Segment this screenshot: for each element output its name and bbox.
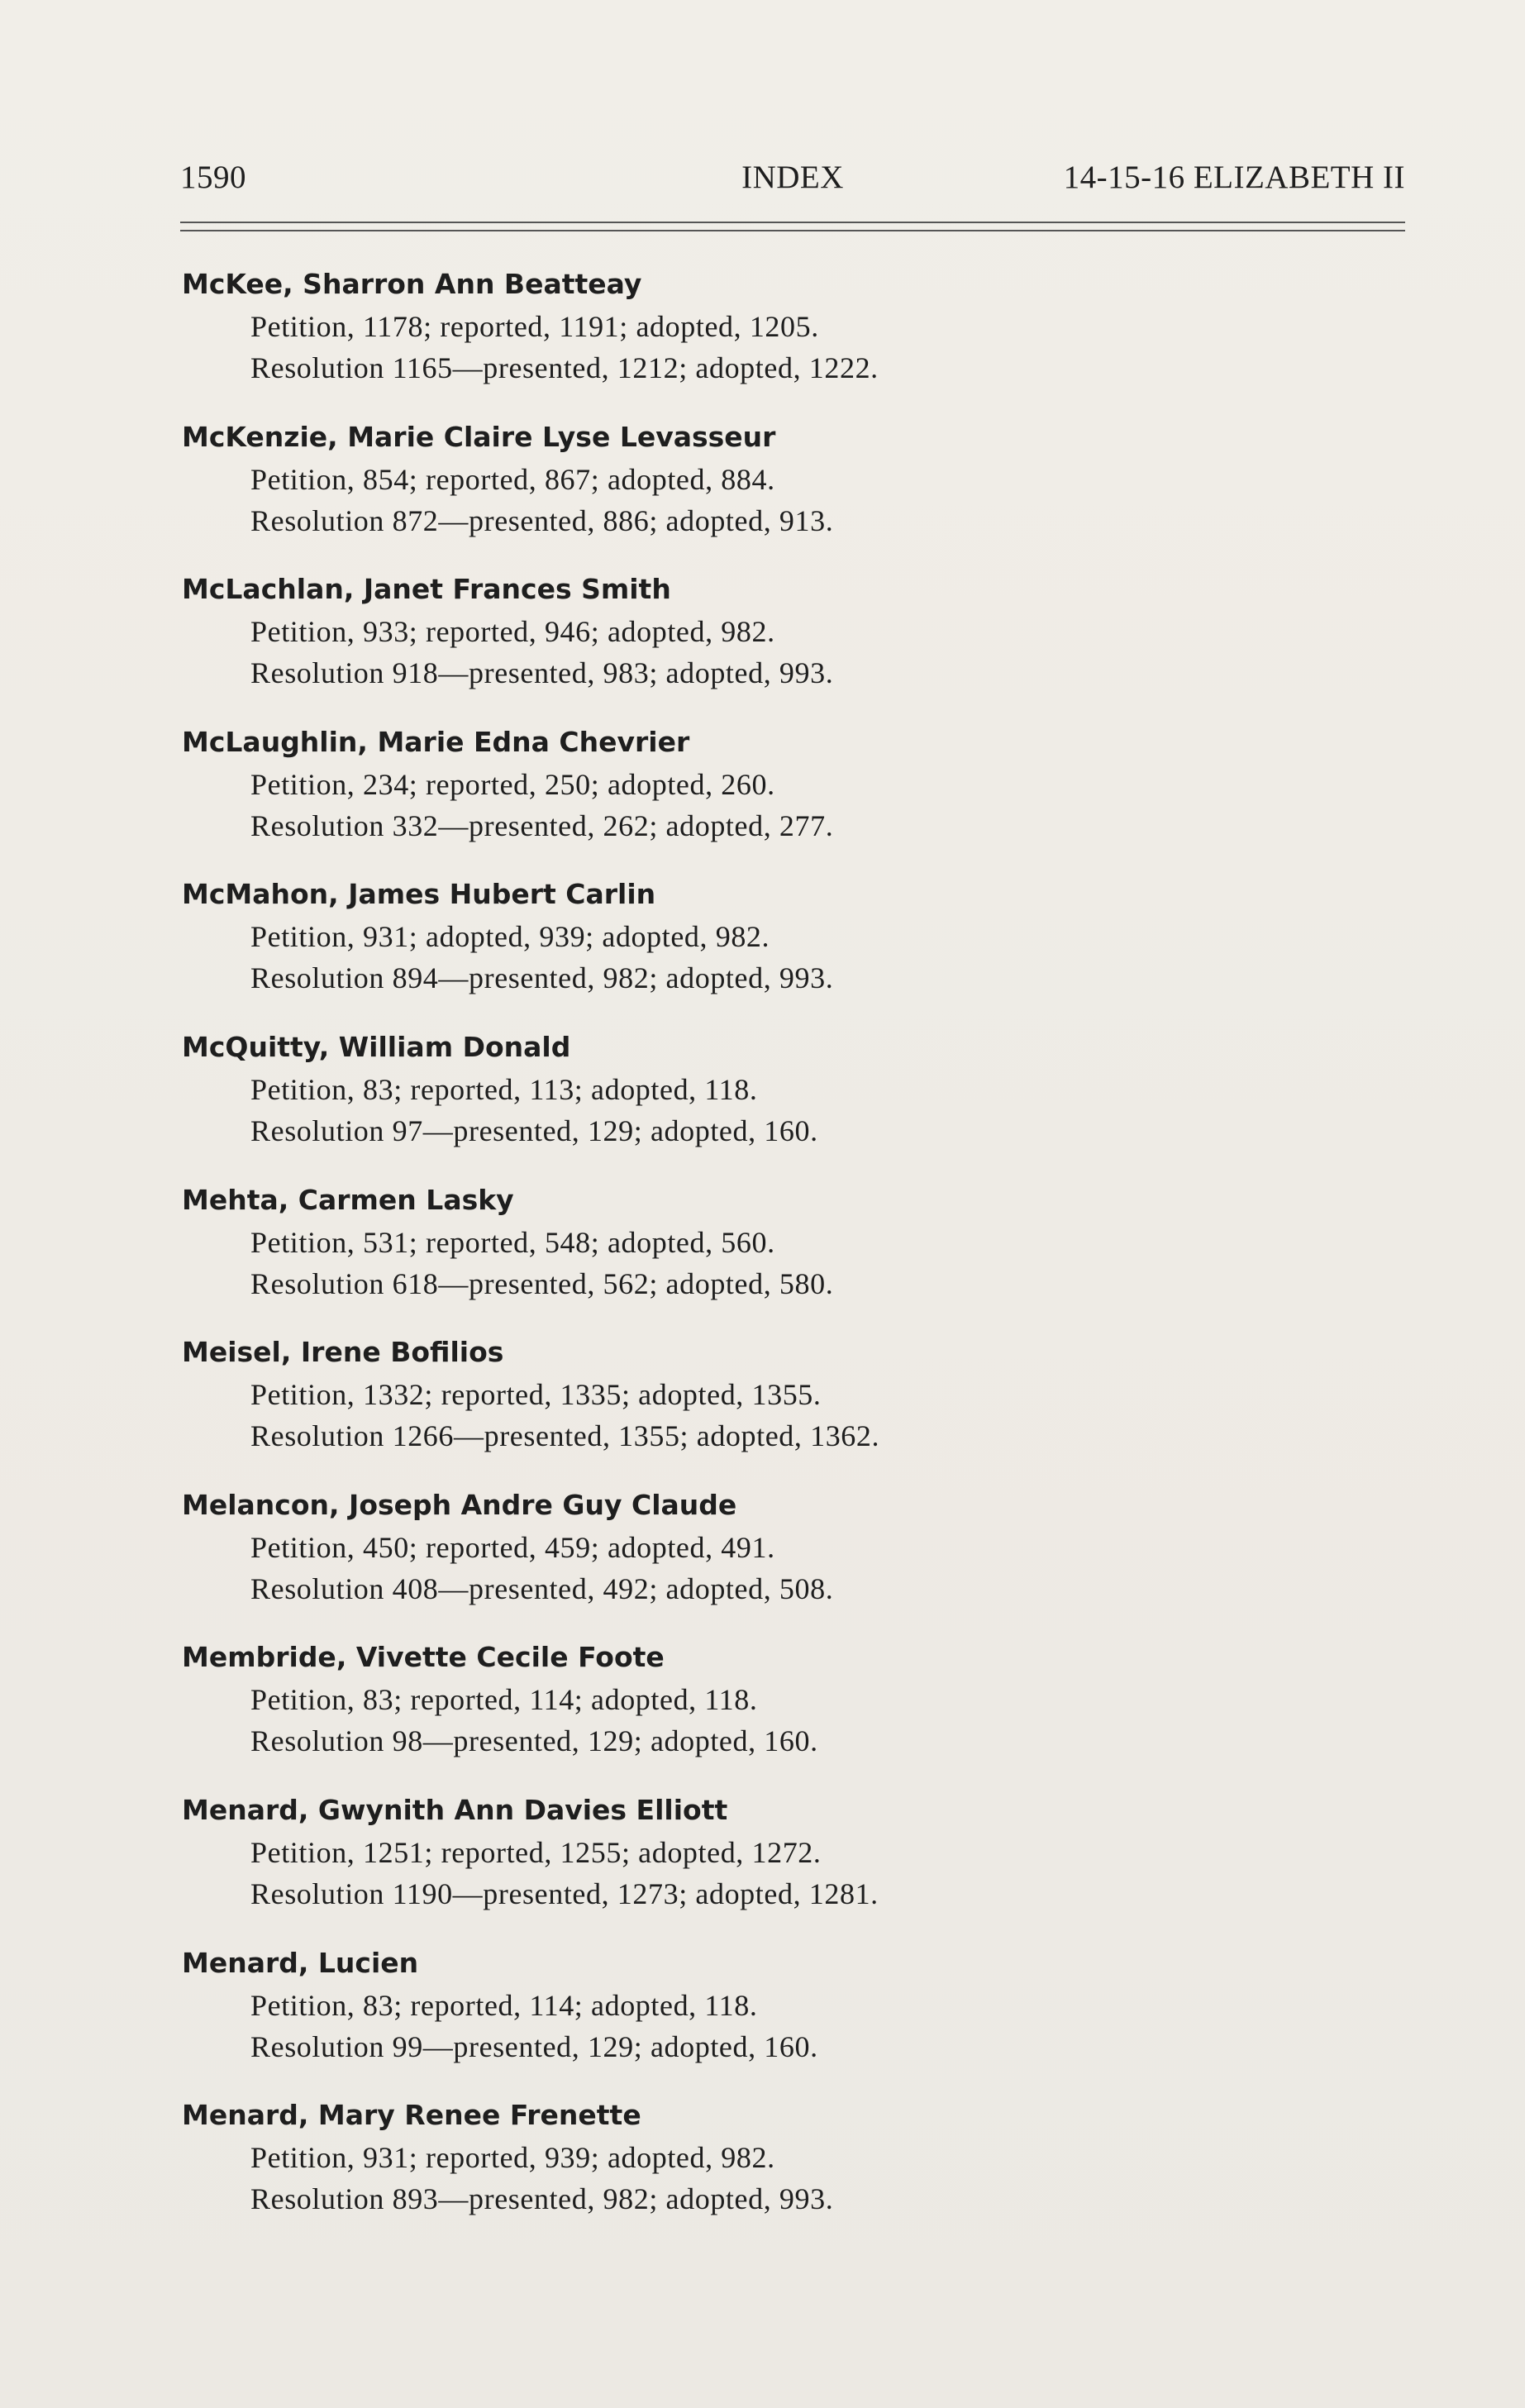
index-entry (182, 416, 1405, 569)
index-entry (182, 1636, 1405, 1789)
index-entry (182, 263, 1405, 416)
entry-petition: Petition, 1178; reported, 1191; adopted, 1205. (250, 310, 819, 343)
entry-name: Meisel, Irene Bofilios (182, 1336, 504, 1369)
entry-resolution: Resolution 618—presented, 562; adopted, 580. (250, 1266, 834, 1300)
page-header (180, 159, 1405, 208)
index-entry (182, 873, 1405, 1026)
entry-petition: Petition, 933; reported, 946; adopted, 982. (250, 615, 775, 649)
entry-resolution: Resolution 99—presented, 129; adopted, 160. (250, 2029, 818, 2063)
entry-petition: Petition, 83; reported, 114; adopted, 118. (250, 1988, 758, 2022)
entry-petition: Petition, 1332; reported, 1335; adopted, 1355. (250, 1378, 822, 1412)
entry-petition: Petition, 83; reported, 113; adopted, 118. (250, 1072, 758, 1106)
entry-name: McMahon, James Hubert Carlin (182, 878, 656, 911)
entry-name: Menard, Lucien (182, 1946, 419, 1979)
entry-name: Menard, Gwynith Ann Davies Elliott (182, 1793, 728, 1826)
entry-resolution: Resolution 98—presented, 129; adopted, 160. (250, 1724, 818, 1758)
entry-resolution: Resolution 408—presented, 492; adopted, 508. (250, 1571, 834, 1605)
header-rule-bottom (180, 230, 1405, 231)
entry-petition: Petition, 450; reported, 459; adopted, 491. (250, 1530, 775, 1564)
entry-name: Mehta, Carmen Lasky (182, 1183, 514, 1216)
index-entries (182, 263, 1405, 2247)
entry-petition: Petition, 931; adopted, 939; adopted, 982. (250, 920, 770, 954)
index-entry (182, 1789, 1405, 1942)
index-entry (182, 1942, 1405, 2095)
entry-name: Melancon, Joseph Andre Guy Claude (182, 1488, 737, 1521)
entry-name: McKee, Sharron Ann Beatteay (182, 268, 642, 300)
index-entry (182, 568, 1405, 721)
index-entry (182, 1026, 1405, 1179)
entry-petition: Petition, 83; reported, 114; adopted, 118. (250, 1683, 758, 1717)
index-entry (182, 1484, 1405, 1637)
entry-name: Membride, Vivette Cecile Foote (182, 1641, 665, 1674)
entry-resolution: Resolution 1190—presented, 1273; adopted, 1281. (250, 1876, 879, 1910)
volume-title: 14-15-16 ELIZABETH II (1063, 160, 1405, 195)
entry-name: McQuitty, William Donald (182, 1030, 571, 1063)
entry-name: McLachlan, Janet Frances Smith (182, 573, 671, 606)
entry-petition: Petition, 234; reported, 250; adopted, 260. (250, 767, 775, 801)
entry-petition: Petition, 931; reported, 939; adopted, 982. (250, 2141, 775, 2175)
entry-resolution: Resolution 1266—presented, 1355; adopted, 1362. (250, 1419, 880, 1453)
entry-resolution: Resolution 97—presented, 129; adopted, 160. (250, 1113, 818, 1147)
index-entry (182, 1179, 1405, 1332)
entry-name: Menard, Mary Renee Frenette (182, 2099, 641, 2132)
page-number: 1590 (180, 160, 246, 195)
entry-resolution: Resolution 872—presented, 886; adopted, 913. (250, 503, 834, 537)
entry-resolution: Resolution 893—presented, 982; adopted, 993. (250, 2182, 834, 2216)
entry-resolution: Resolution 332—presented, 262; adopted, 277. (250, 808, 834, 842)
entry-petition: Petition, 854; reported, 867; adopted, 884. (250, 462, 775, 496)
header-rule-top (180, 222, 1405, 223)
entry-resolution: Resolution 918—presented, 983; adopted, 993. (250, 656, 834, 690)
index-entry (182, 1331, 1405, 1484)
entry-name: McLaughlin, Marie Edna Chevrier (182, 725, 690, 758)
entry-name: McKenzie, Marie Claire Lyse Levasseur (182, 420, 776, 453)
index-entry (182, 2094, 1405, 2247)
section-title: INDEX (741, 160, 844, 195)
entry-petition: Petition, 1251; reported, 1255; adopted, 1272. (250, 1835, 822, 1869)
entry-resolution: Resolution 1165—presented, 1212; adopted, 1222. (250, 351, 879, 384)
entry-petition: Petition, 531; reported, 548; adopted, 560. (250, 1225, 775, 1259)
index-entry (182, 721, 1405, 874)
entry-resolution: Resolution 894—presented, 982; adopted, 993. (250, 961, 834, 995)
